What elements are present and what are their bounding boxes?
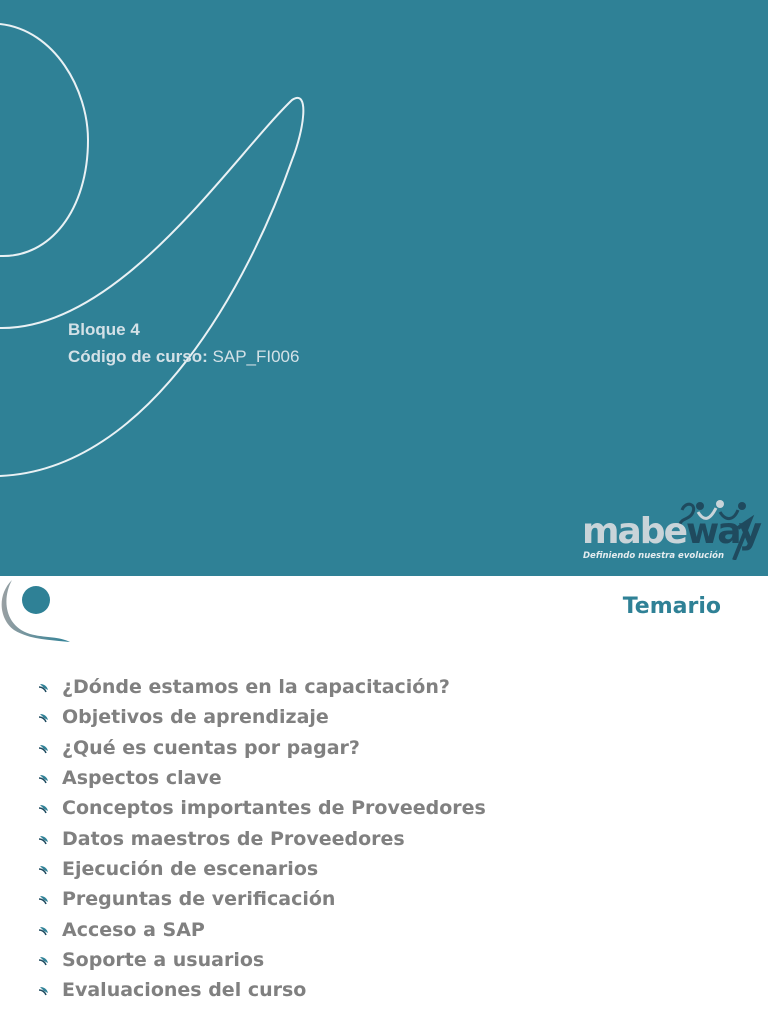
agenda-item: ¿Dónde estamos en la capacitación? [38,672,486,702]
arrow-bullet-icon [38,888,62,910]
agenda-item: Soporte a usuarios [38,945,486,975]
agenda-item: Ejecución de escenarios [38,854,486,884]
arrow-bullet-icon [38,919,62,941]
arrow-bullet-icon [38,706,62,728]
arrow-bullet-icon [38,979,62,1001]
arrow-bullet-icon [38,828,62,850]
slide-title: Temario [622,594,721,619]
agenda-item: Preguntas de verificación [38,884,486,914]
agenda-item: ¿Qué es cuentas por pagar? [38,733,486,763]
arrow-bullet-icon [38,949,62,971]
course-code-label: Código de curso: [68,347,208,366]
block-label: Bloque 4 [68,320,140,339]
course-code-value: SAP_FI006 [212,347,300,366]
agenda-item: Conceptos importantes de Proveedores [38,793,486,823]
arrow-bullet-icon [38,797,62,819]
arrow-bullet-icon [38,676,62,698]
course-meta [68,316,299,370]
agenda-item: Acceso a SAP [38,914,486,944]
agenda-item: Objetivos de aprendizaje [38,702,486,732]
arrow-bullet-icon [38,767,62,789]
logo-tagline: Definiendo nuestra evolución [583,551,725,561]
corner-logo-icon [0,576,80,646]
arrow-bullet-icon [38,737,62,759]
arrow-bullet-icon [38,858,62,880]
logo-wordmark: mabeway [582,511,760,552]
mabeway-logo [580,498,760,566]
agenda-list [38,672,486,1005]
agenda-item: Aspectos clave [38,763,486,793]
agenda-item: Evaluaciones del curso [38,975,486,1005]
agenda-item: Datos maestros de Proveedores [38,823,486,853]
agenda-slide [0,576,768,1024]
